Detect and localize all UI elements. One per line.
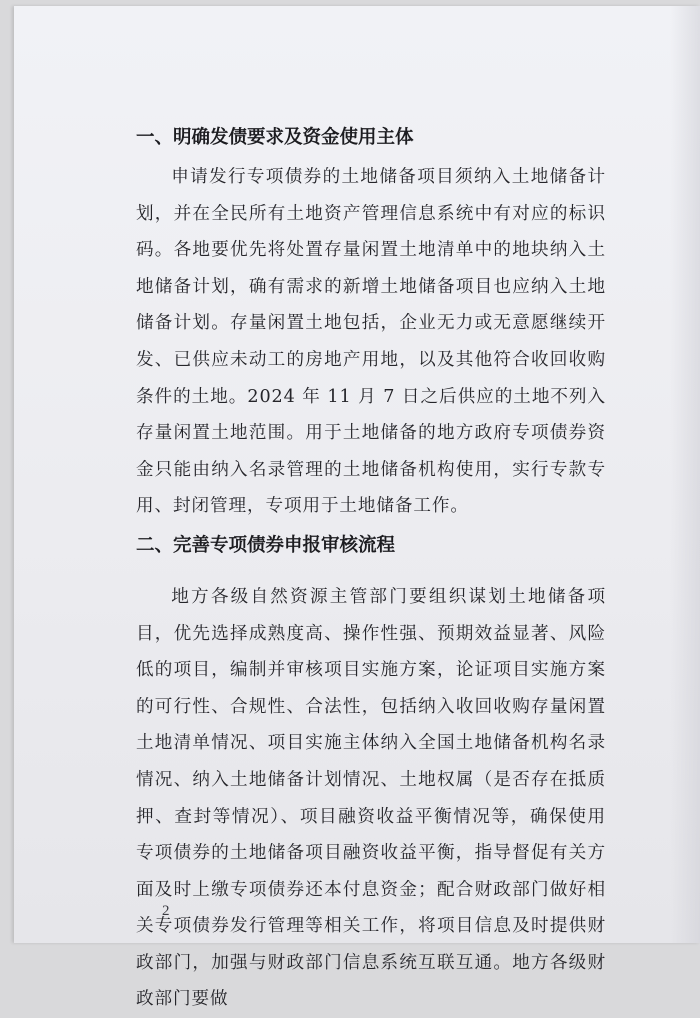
section-heading-1: 一、明确发债要求及资金使用主体: [136, 127, 414, 148]
section-heading-2: 二、完善专项债券申报审核流程: [136, 534, 396, 556]
section-paragraph-1: 申请发行专项债券的土地储备项目须纳入土地储备计划，并在全民所有土地资产管理信息系统中有对应的标识码。各地要优先将处置存量闲置土地清单中的地块纳入土地储备计划，确有需求的新增土地储备项目也应纳入土地储备计划。存量闲置土地包括，企业无力或无意愿继续开发、已供应未动工的房地产用地，以及其他符合收回收购条件的土地。2024 年 11 月 7 日之后供应的土地不列入存量闲置土地范围。用于土地储备的地方政府专项债券资金只能由纳入名录管理的土地储备机构使用，实行专款专用、封闭管理，专项用于土地储备工作。: [136, 167, 606, 517]
page-edge-shadow: [670, 6, 700, 943]
document-page: [14, 6, 700, 1010]
page-number: 2: [162, 903, 170, 919]
document-body: [136, 119, 606, 1018]
section-paragraph-2: 地方各级自然资源主管部门要组织谋划土地储备项目，优先选择成熟度高、操作性强、预期效益显著、风险低的项目，编制并审核项目实施方案，论证项目实施方案的可行性、合规性、合法性，包括纳入收回收购存量闲置土地清单情况、项目实施主体纳入全国土地储备机构名录情况、纳入土地储备计划情况、土地权属（是否存在抵质押、查封等情况）、项目融资收益平衡情况等，确保使用专项债券的土地储备项目融资收益平衡，指导督促有关方面及时上缴专项债券还本付息资金；配合财政部门做好相关专项债券发行管理等相关工作，将项目信息及时提供财政部门，加强与财政部门信息系统互联互通。地方各级财政部门要做: [136, 586, 606, 1010]
